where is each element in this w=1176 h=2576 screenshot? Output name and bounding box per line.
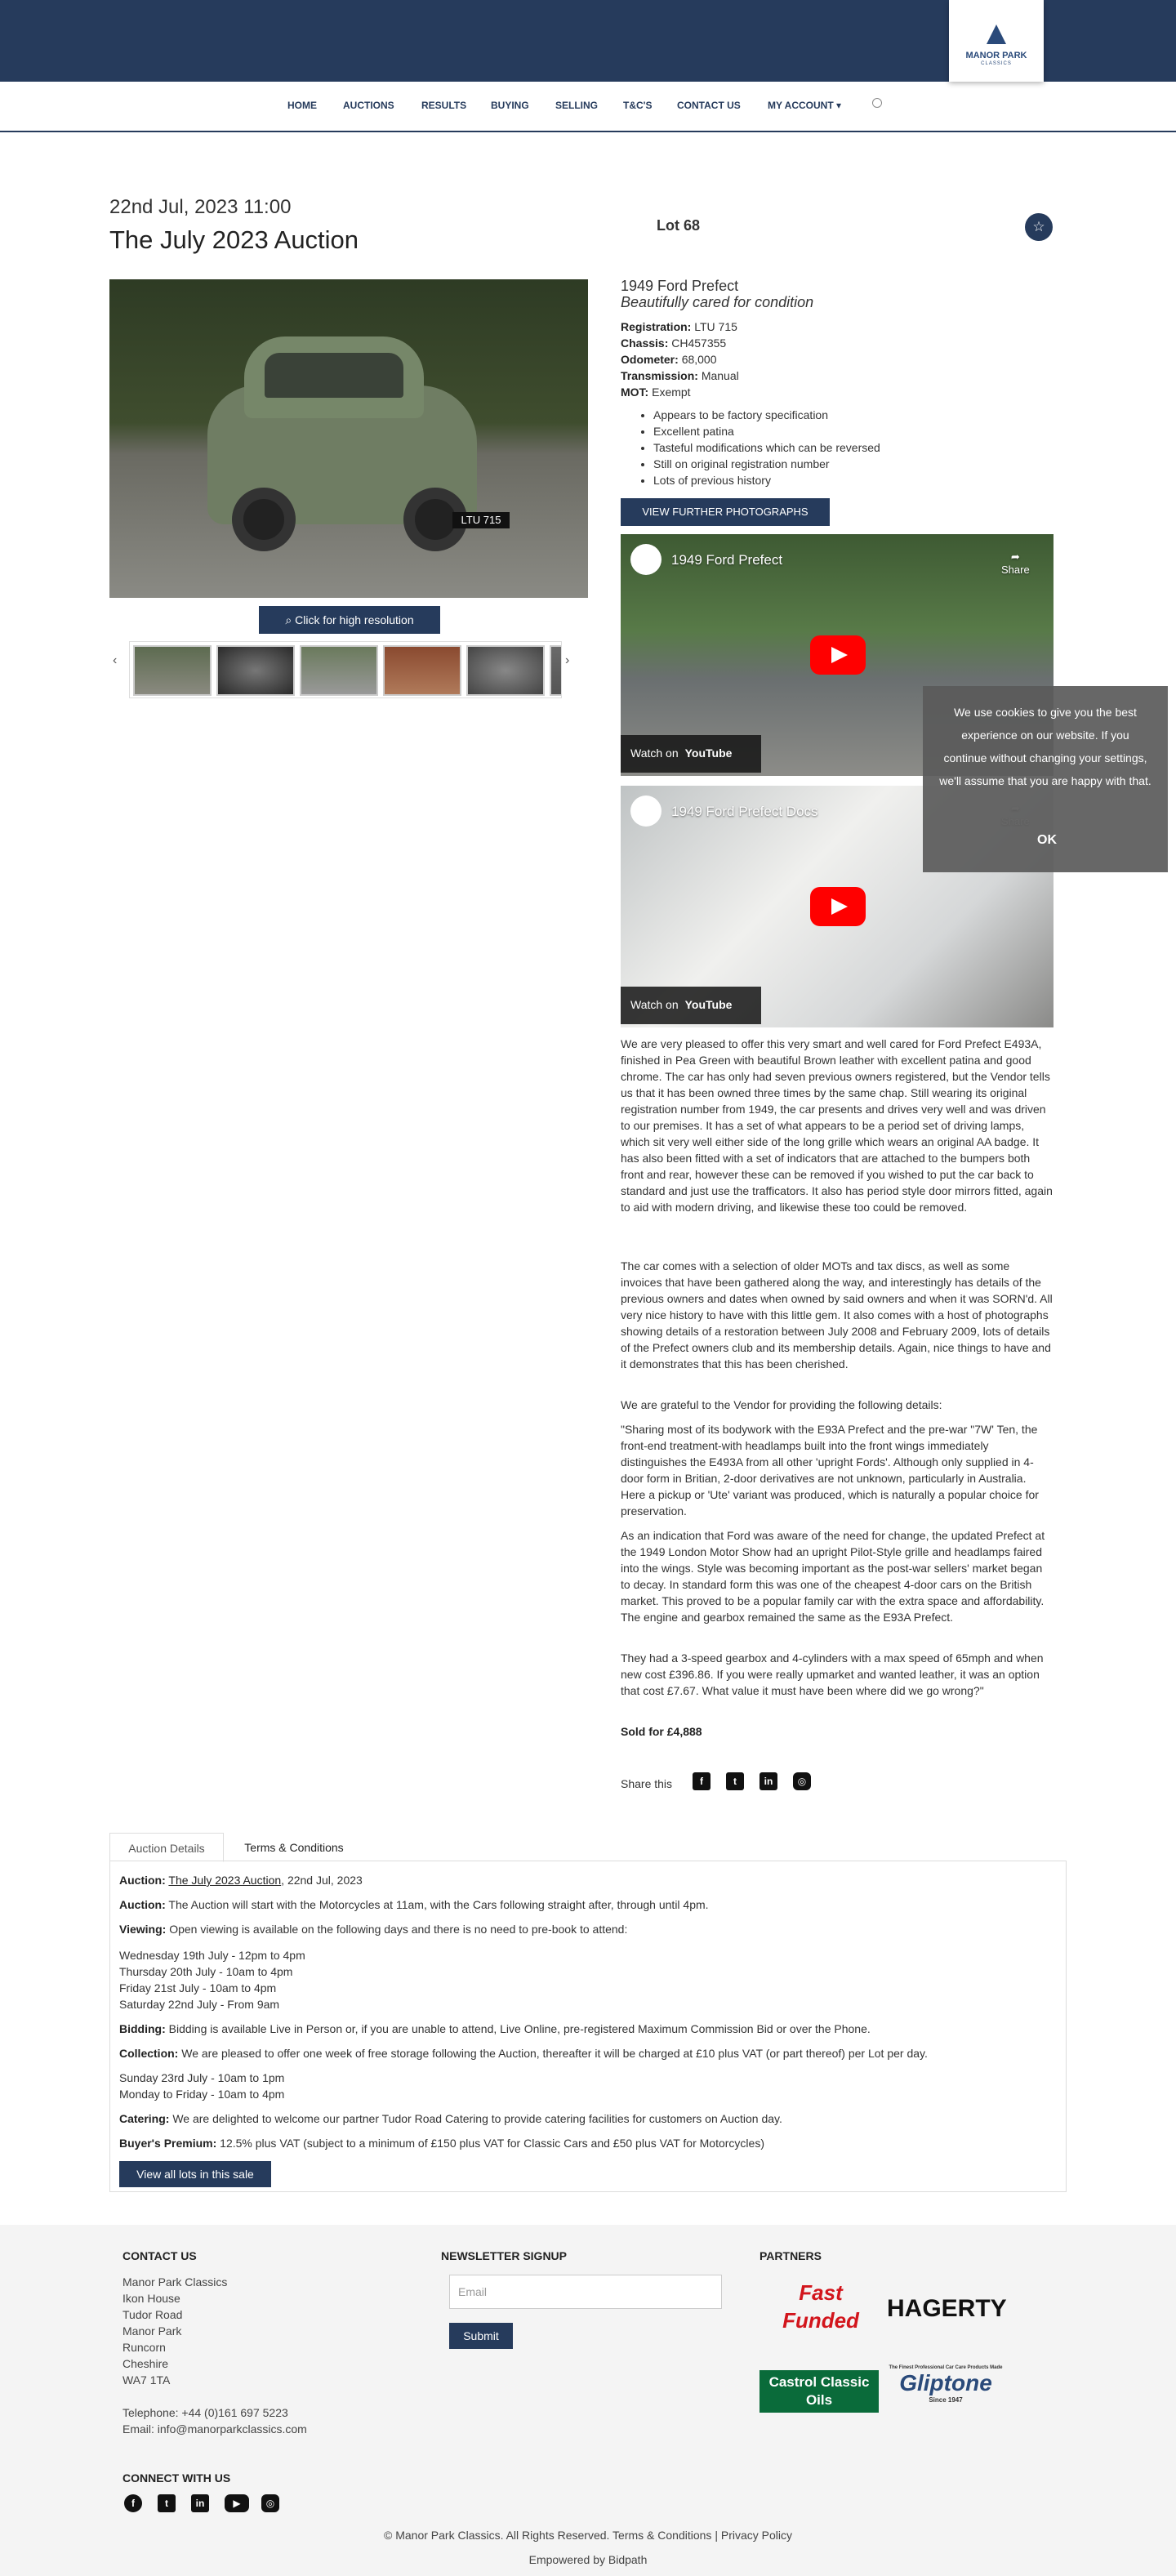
linkedin-icon[interactable]: in (191, 2494, 209, 2512)
site-logo[interactable] (949, 0, 1044, 82)
nav-buying[interactable]: BUYING (491, 100, 529, 111)
cookie-text: We use cookies to give you the best experience on our website. If you continue without changing your settings, we'll assume that you are happy with that. (939, 706, 1152, 787)
further-photos-button[interactable]: VIEW FURTHER PHOTOGRAPHS (621, 498, 830, 526)
partner-fast-funded[interactable]: Fast Funded (782, 2280, 859, 2333)
address-line: Ikon House (122, 2292, 180, 2305)
high-resolution-label: Click for high resolution (295, 613, 414, 626)
main-car-image[interactable] (109, 279, 588, 598)
spec-registration: Registration: LTU 715 (621, 320, 737, 333)
description-paragraph: The car comes with a selection of older MOTs and tax discs, as well as some invoices that have been gathered along the way, and interestingly has details of the previous owners and dates when owned by said owners and when it was SORN'd. All very nice history to have with this little gem. It also comes with a host of photographs showing details of a restoration between July 2008 and February 2009, lots of details of the Prefect owners club and its membership details. Again, nice things to have and it demonstrates that this has been cherished. (621, 1259, 1053, 1370)
email-link[interactable]: Email: info@manorparkclassics.com (122, 2422, 307, 2436)
nav-tcs[interactable]: T&C'S (623, 100, 653, 111)
video-title[interactable]: 1949 Ford Prefect Docs (671, 804, 818, 819)
thumb-prev-icon[interactable]: ‹ (113, 653, 118, 667)
facebook-icon[interactable]: f (693, 1772, 710, 1790)
detail-viewing: Viewing: Open viewing is available on the following days and there is no need to pre-book to attend: (119, 1923, 628, 1936)
car-title: 1949 Ford Prefect (621, 278, 739, 294)
feature-item: • Lots of previous history (653, 472, 880, 488)
watchlist-star-button[interactable]: ☆ (1025, 213, 1053, 241)
thumbnail[interactable] (466, 645, 545, 696)
auction-date: 22nd Jul, 2023 11:00 (109, 196, 292, 218)
share-button[interactable]: ➦ Share (1001, 550, 1030, 576)
sold-price: Sold for £4,888 (621, 1725, 702, 1738)
twitter-icon[interactable]: t (726, 1772, 744, 1790)
spec-transmission: Transmission: Manual (621, 369, 739, 382)
nav-contact[interactable]: CONTACT US (677, 100, 741, 111)
linkedin-icon[interactable]: in (760, 1772, 777, 1790)
description-paragraph: They had a 3-speed gearbox and 4-cylinders with a max speed of 65mph and when new cost £396.86. If you were really upmarket and wanted leather, it was an option that cost £7.67. What value it must have been where did we go wrong?" (621, 1651, 1044, 1697)
detail-catering: Catering: We are delighted to welcome our partner Tudor Road Catering to provide catering facilities for customers on Auction day. (119, 2112, 782, 2125)
youtube-logo: YouTube (684, 747, 733, 760)
nav-results[interactable]: RESULTS (421, 100, 467, 111)
collection-day: Sunday 23rd July - 10am to 1pm (119, 2071, 285, 2084)
detail-collection: Collection: We are pleased to offer one week of free storage following the Auction, thereafter it will be charged at £10 plus VAT (or part thereof) per Lot per day. (119, 2047, 928, 2060)
newsletter-email-input[interactable]: Email (449, 2275, 722, 2309)
empowered-by[interactable]: Empowered by Bidpath (528, 2553, 648, 2566)
share-label: Share this (621, 1777, 673, 1790)
partner-hagerty[interactable]: HAGERTY (887, 2295, 1007, 2322)
nav-auctions[interactable]: AUCTIONS (343, 100, 394, 111)
viewing-day: Friday 21st July - 10am to 4pm (119, 1981, 277, 1994)
logo-name: MANOR PARK (965, 51, 1027, 60)
thumbnail[interactable] (550, 645, 562, 696)
address-line: Tudor Road (122, 2308, 183, 2321)
lot-number: Lot 68 (657, 217, 701, 234)
watch-on-youtube[interactable]: Watch on YouTube (621, 987, 761, 1024)
instagram-icon[interactable]: ◎ (261, 2494, 279, 2512)
address-line: Manor Park Classics (122, 2275, 228, 2289)
nav-my-account[interactable]: MY ACCOUNT ▾ (768, 100, 842, 111)
tab-auction-details[interactable]: Auction Details (109, 1833, 224, 1862)
description-paragraph: As an indication that Ford was aware of the need for change, the updated Prefect at the 1949 London Motor Show had an upright Pilot-Style grille and headlamps faired into the wings. Style was becoming important as the post-war sellers' market began to decay. In standard form this was one of the cheapest 4-door cars on the British market. This proved to be a popular family car with the extra space and affordability. The engine and gearbox remained the same as the E93A Prefect. (621, 1529, 1045, 1624)
auction-title: The July 2023 Auction (109, 225, 359, 254)
play-button[interactable] (810, 887, 866, 926)
feature-item: • Appears to be factory specification (653, 407, 880, 423)
auction-link[interactable]: The July 2023 Auction (168, 1874, 282, 1887)
partners-heading: PARTNERS (760, 2249, 822, 2262)
spec-odometer: Odometer: 68,000 (621, 353, 717, 366)
copyright: © Manor Park Classics. All Rights Reserved. Terms & Conditions | Privacy Policy (384, 2529, 792, 2542)
detail-auction: Auction: The July 2023 Auction, 22nd Jul, 2023 (119, 1874, 363, 1887)
nav-selling[interactable]: SELLING (555, 100, 599, 111)
thumbnail[interactable] (383, 645, 461, 696)
feature-item: • Tasteful modifications which can be reversed (653, 439, 880, 456)
channel-avatar[interactable] (630, 544, 662, 575)
channel-avatar[interactable] (630, 796, 662, 827)
twitter-icon[interactable]: t (158, 2494, 176, 2512)
partner-glipone: Gliptone (899, 2370, 992, 2396)
search-icon[interactable] (872, 98, 882, 108)
instagram-icon[interactable]: ◎ (793, 1772, 811, 1790)
feature-list (637, 407, 880, 488)
address-line: Manor Park (122, 2324, 182, 2338)
video-title[interactable]: 1949 Ford Prefect (671, 552, 783, 568)
telephone[interactable]: Telephone: +44 (0)161 697 5223 (122, 2406, 288, 2419)
detail-auction-start: Auction: The Auction will start with the Motorcycles at 11am, with the Cars following straight after, through until 4pm. (119, 1898, 709, 1911)
tab-terms[interactable]: Terms & Conditions (244, 1841, 344, 1854)
car-window-shape (265, 353, 403, 398)
address-line: WA7 1TA (122, 2373, 171, 2387)
car-subtitle: Beautifully cared for condition (621, 294, 814, 310)
partner-glipone-logo[interactable] (887, 2365, 1004, 2419)
share-icon: ➦ (1010, 550, 1020, 563)
description-paragraph: We are very pleased to offer this very smart and well cared for Ford Prefect E493A, finished in Pea Green with beautiful Brown leather with excellent patina and good chrome. The car has only had seven previous owners registered, but the Vendor tells us that it has been owned three times by the same chap. Still wearing its original registration number from 1949, the car presents and drives very well and was driven to our premises. It has a set of what appears to be a period set of driving lamps, which sit very well either side of the long grille which wears an original AA badge. It has also been fitted with a set of indicators that are attached to the bumpers both front and rear, however these can be removed if you wished to put the car back to standard and just use the trafficators. It also has period style door mirrors fitted, again to aid with modern driving, and likewise these too could be removed. (621, 1037, 1053, 1214)
thumbnail[interactable] (133, 645, 212, 696)
feature-item: • Still on original registration number (653, 456, 880, 472)
thumbnail[interactable] (216, 645, 295, 696)
nav-home[interactable]: HOME (287, 100, 317, 111)
contact-heading: CONTACT US (122, 2249, 197, 2262)
address-line: Cheshire (122, 2357, 169, 2370)
youtube-icon[interactable]: ▶ (225, 2494, 249, 2512)
high-resolution-button[interactable] (259, 606, 440, 634)
detail-premium: Buyer's Premium: 12.5% plus VAT (subject to a minimum of £150 plus VAT for Classic Cars and £50 plus VAT for Motorcycles) (119, 2137, 764, 2150)
thumbnail-strip (129, 641, 562, 698)
search-icon: ⌕ (285, 613, 296, 626)
description-paragraph: We are grateful to the Vendor for providing the following details: (621, 1398, 942, 1411)
thumb-next-icon[interactable]: › (565, 653, 570, 667)
spec-chassis: Chassis: CH457355 (621, 336, 727, 350)
car-wheel-shape (232, 488, 296, 551)
facebook-icon[interactable]: f (124, 2494, 142, 2512)
connect-heading: CONNECT WITH US (122, 2471, 231, 2485)
viewing-day: Wednesday 19th July - 12pm to 4pm (119, 1949, 305, 1962)
cookie-ok-button[interactable]: OK (1037, 833, 1057, 847)
number-plate: LTU 715 (452, 512, 510, 528)
youtube-logo: YouTube (684, 998, 733, 1011)
viewing-day: Thursday 20th July - 10am to 4pm (119, 1965, 293, 1978)
detail-bidding: Bidding: Bidding is available Live in Person or, if you are unable to attend, Live Online, pre-registered Maximum Commission Bid or over the Phone. (119, 2022, 871, 2035)
view-all-lots-button[interactable]: View all lots in this sale (119, 2161, 271, 2187)
collection-day: Monday to Friday - 10am to 4pm (119, 2088, 285, 2101)
logo-mark-icon (987, 25, 1006, 44)
newsletter-heading: NEWSLETTER SIGNUP (441, 2249, 568, 2262)
watch-on-youtube[interactable]: Watch on YouTube (621, 735, 761, 773)
thumbnail[interactable] (300, 645, 378, 696)
viewing-day: Saturday 22nd July - From 9am (119, 1998, 280, 2011)
spec-mot: MOT: Exempt (621, 386, 691, 399)
feature-item: • Excellent patina (653, 423, 880, 439)
description-paragraph: "Sharing most of its bodywork with the E93A Prefect and the pre-war "7W' Ten, the front-end treatment-with headlamps built into the front wings immediately distinguishes the E493A from all other 'upright Fords'. Although only supplied in 4-door form in Britian, 2-door derivatives are not unknown, particularly in Australia. Here a pickup or 'Ute' variant was produced, which is naturally a popular choice for preservation. (621, 1423, 1039, 1518)
play-button[interactable] (810, 635, 866, 675)
glipone-tagline: The Finest Professional Car Care Products Made (889, 2365, 1003, 2370)
logo-sub: CLASSICS (981, 61, 1012, 66)
address-line: Runcorn (122, 2341, 166, 2354)
newsletter-submit-button[interactable]: Submit (449, 2323, 513, 2349)
partner-castrol[interactable]: Castrol Classic Oils (760, 2370, 879, 2413)
glipone-since: Since 1947 (929, 2396, 963, 2404)
